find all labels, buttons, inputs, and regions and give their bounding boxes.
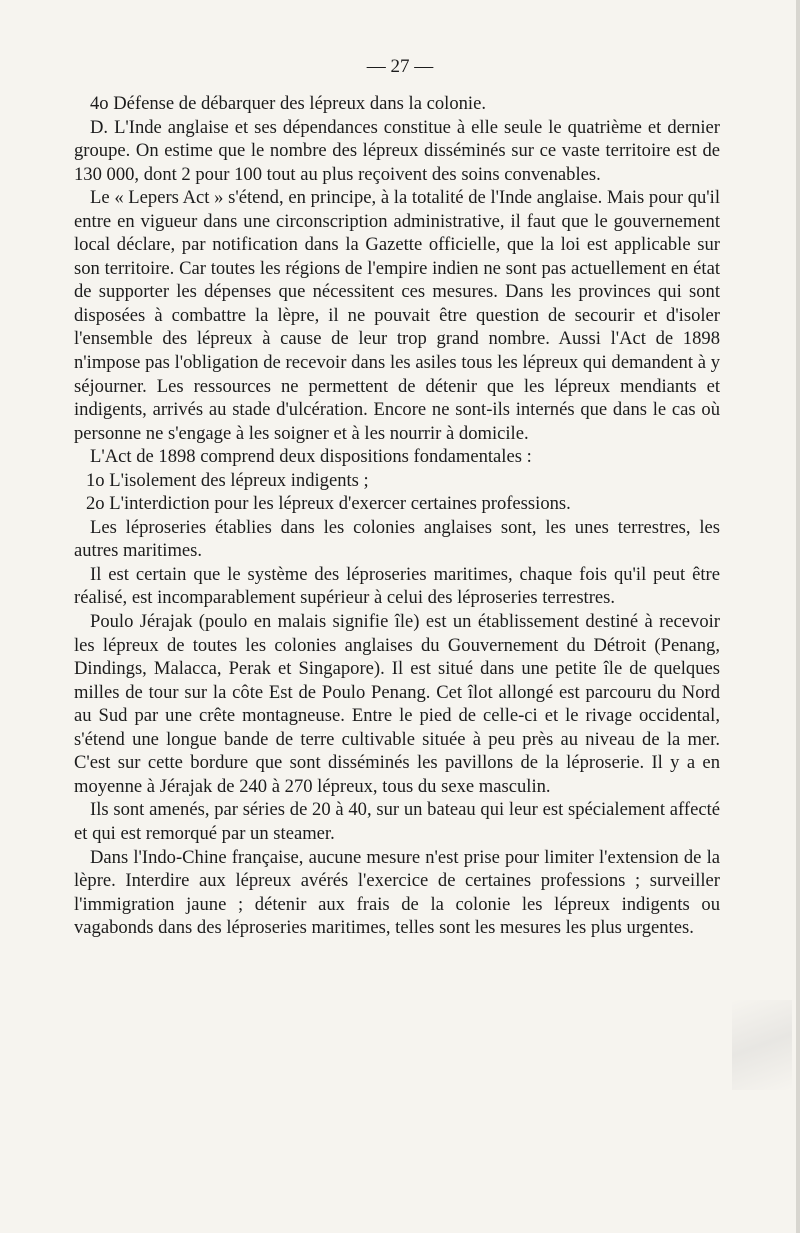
paragraph-item-4: 4o Défense de débarquer des lépreux dans la colonie. xyxy=(90,93,486,114)
paragraph-leproseries-types: Les léproseries établies dans les colonies anglaises sont, les unes terrestres, les autres maritimes. xyxy=(74,516,720,562)
paragraph-indochine: Dans l'Indo-Chine française, aucune mesure n'est prise pour limiter l'extension de la lèpre. Interdire aux lépreux avérés l'exercice de certaines professions ; surveiller l'immigration jaune ; détenir aux frais de la colonie les lépreux indigents ou vagabonds dans des léproseries maritimes, telles sont les mesures les plus urgentes. xyxy=(74,846,720,939)
paragraph-maritime-superior: Il est certain que le système des léproseries maritimes, chaque fois qu'il peut être réalisé, est incomparablement supérieur à celui des léproseries terrestres. xyxy=(74,563,720,609)
paragraph-transport: Ils sont amenés, par séries de 20 à 40, sur un bateau qui leur est spécialement affecté et qui est remorqué par un steamer. xyxy=(74,799,720,844)
paragraph-poulo-jerajak: Poulo Jérajak (poulo en malais signifie île) est un établissement destiné à recevoir les lépreux de toutes les colonies anglaises du Gouvernement du Détroit (Penang, Dindings, Malacca, Perak et Singapore). Il est situé dans une petite île de quelques milles de tour sur la côte Est de Poulo Penang. Cet îlot allongé est parcouru du Nord au Sud par une crête montagneuse. Entre le pied de celle-ci et le rivage occidental, s'étend une longue bande de terre cultivable située à peu près au niveau de la mer. C'est sur cette bordure que sont disséminés les pavillons de la léproserie. Il y a en moyenne à Jérajak de 240 à 270 lépreux, tous du sexe masculin. xyxy=(74,611,720,797)
page-edge xyxy=(796,0,800,1233)
show-through-smudge xyxy=(732,1000,792,1090)
paragraph-lepers-act: Le « Lepers Act » s'étend, en principe, à la totalité de l'Inde anglaise. Mais pour qu'il entre en vigueur dans une circonscription administrative, il faut que le gouvernement local déclare, par notification dans la Gazette officielle, que la loi est applicable sur son territoire. Car toutes les régions de l'empire indien ne sont pas actuellement en état de supporter les dépenses que nécessitent ces mesures. Dans les provinces qui sont disposées à combattre la lèpre, il ne pouvait être question de secourir et d'isoler l'ensemble des lépreux à cause de leur trop grand nombre. Aussi l'Act de 1898 n'impose pas l'obligation de recevoir dans les asiles tous les lépreux qui demandent à y séjourner. Les ressources ne permettent de détenir que les lépreux mendiants et indigents, arrivés au stade d'ulcération. Encore ne sont-ils internés que dans le cas où personne ne s'engage à les soigner et à les nourrir à domicile. xyxy=(74,187,720,444)
paragraph-disposition-2: 2o L'interdiction pour les lépreux d'exercer certaines professions. xyxy=(86,493,571,515)
body-text xyxy=(74,92,720,940)
paragraph-india-intro: D. L'Inde anglaise et ses dépendances constitue à elle seule le quatrième et dernier groupe. On estime que le nombre des lépreux disséminés sur ce vaste territoire est de 130 000, dont 2 pour 100 tout au plus reçoivent des soins convenables. xyxy=(74,116,720,185)
paragraph-act-dispositions: L'Act de 1898 comprend deux dispositions fondamentales : xyxy=(90,446,532,468)
paragraph-disposition-1: 1o L'isolement des lépreux indigents ; xyxy=(86,469,369,491)
page-number: — 27 — xyxy=(366,56,434,77)
